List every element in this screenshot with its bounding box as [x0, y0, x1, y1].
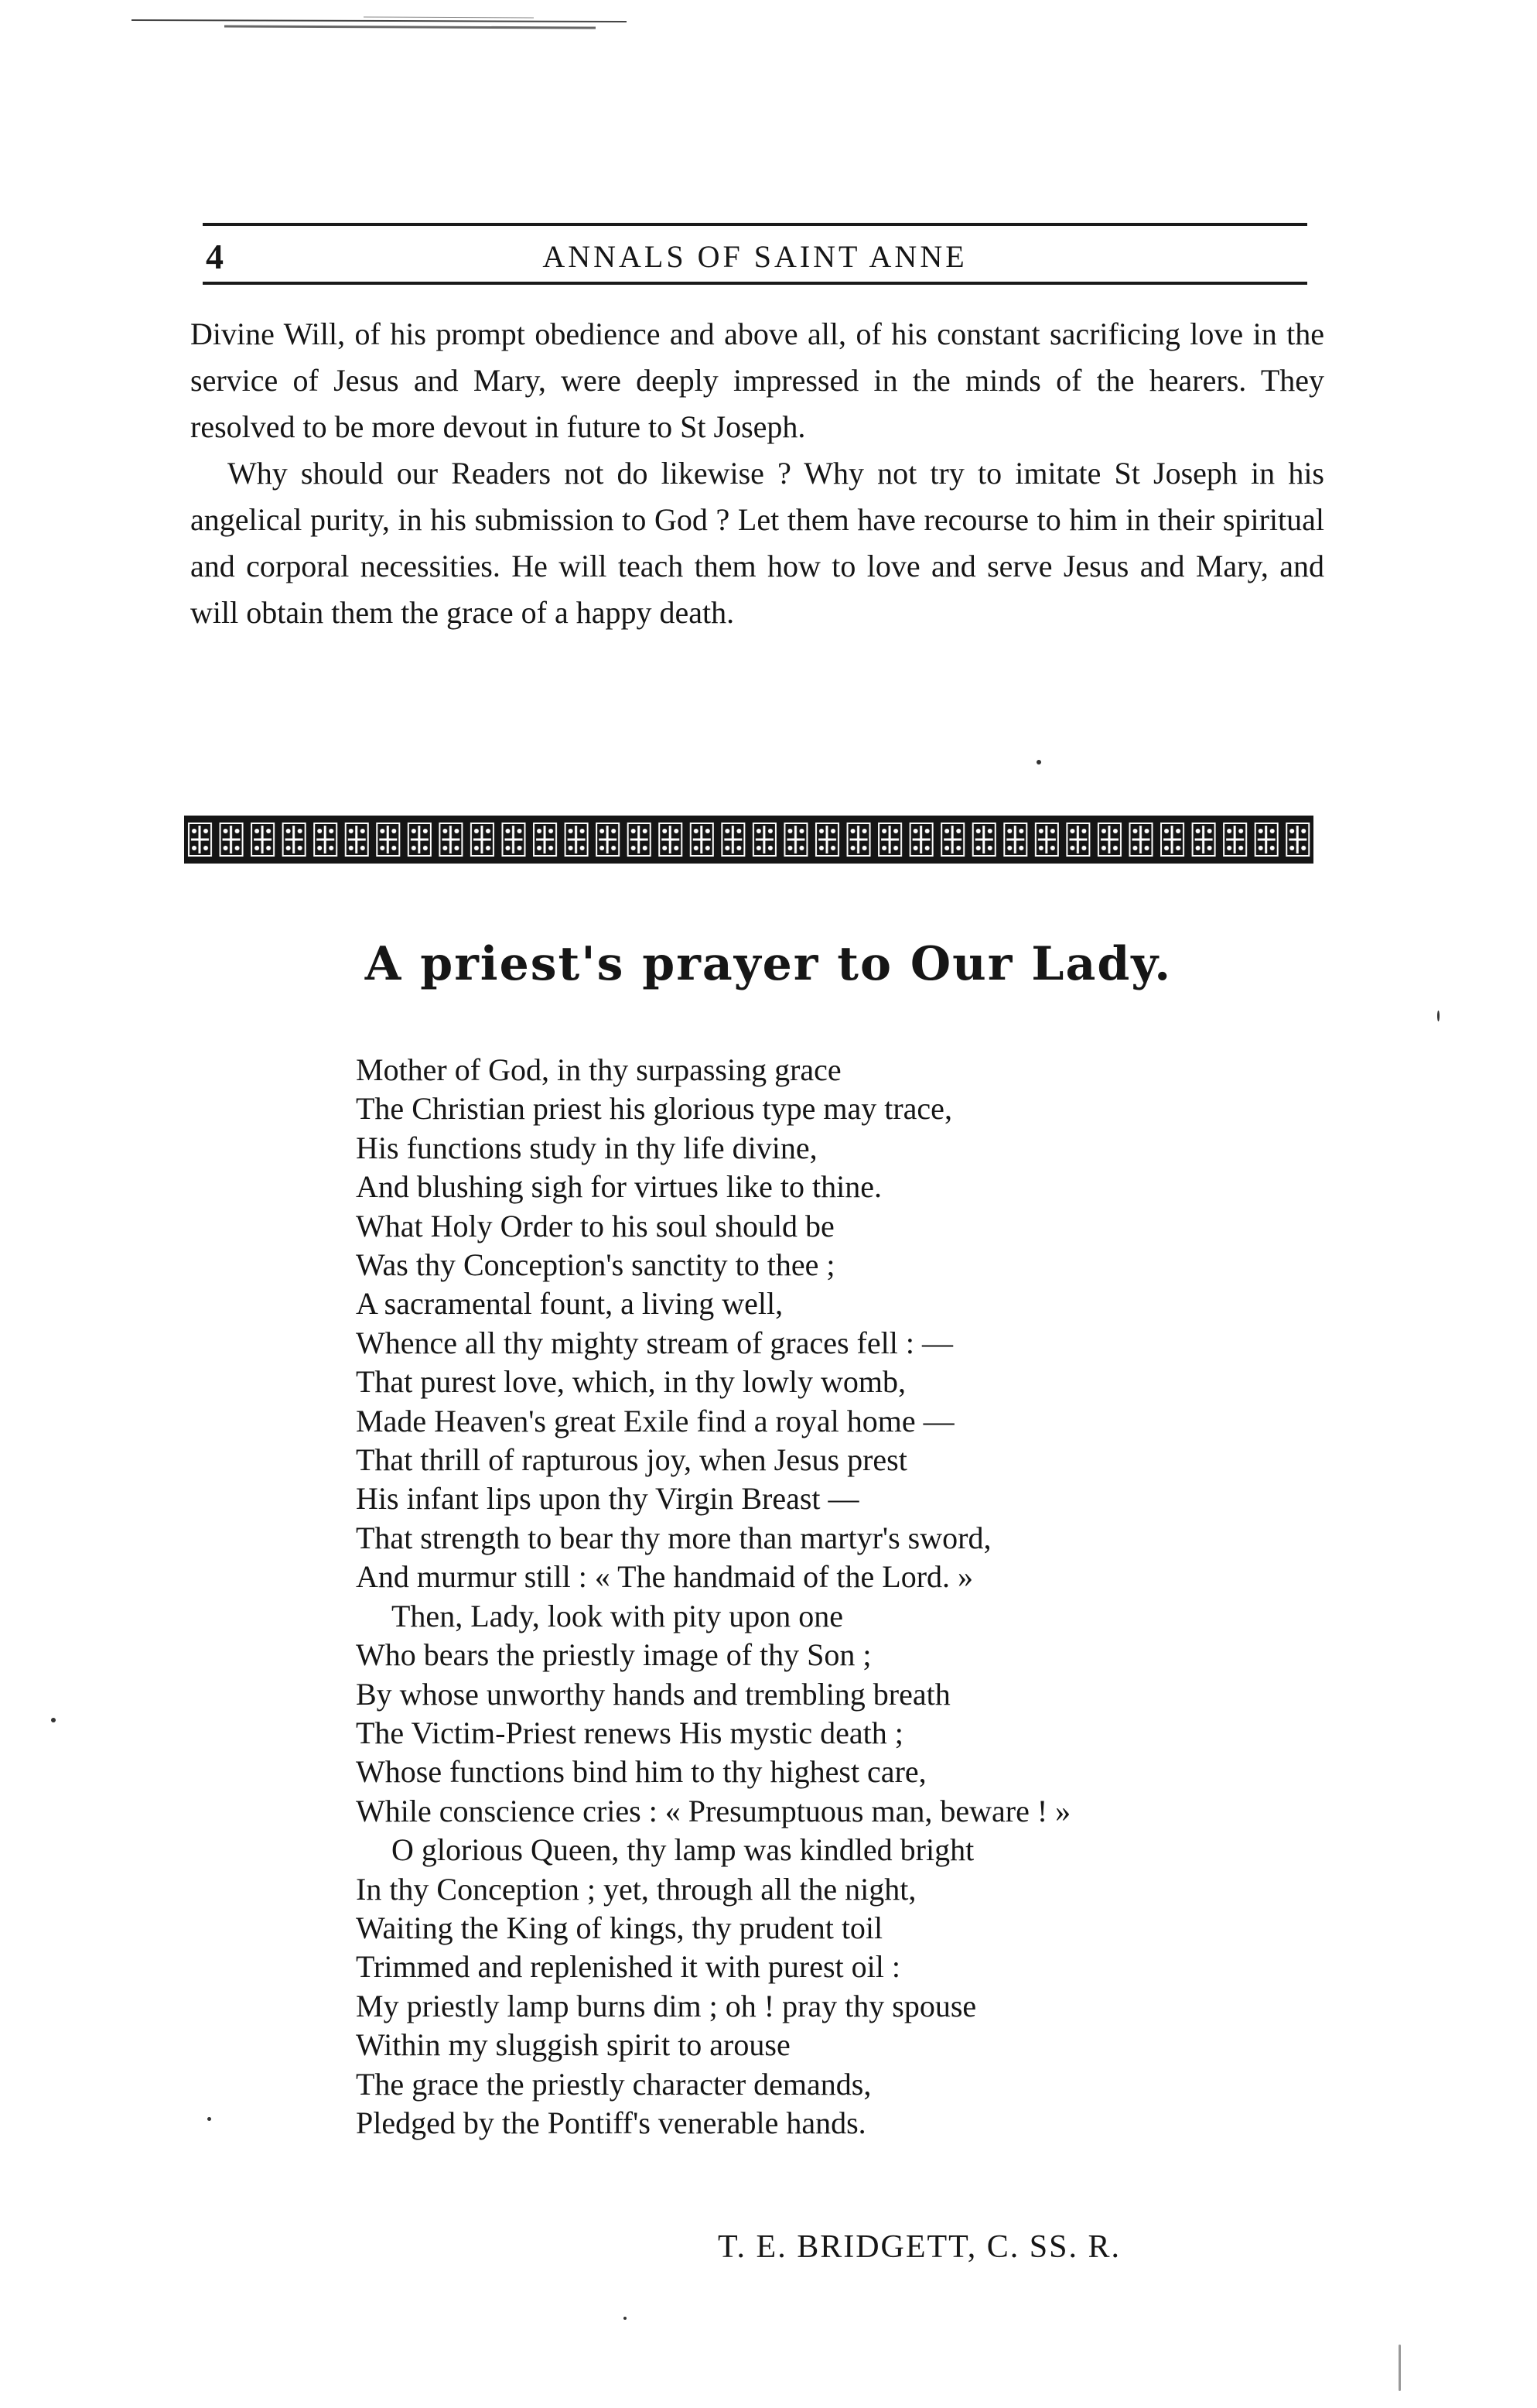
poem-line: His infant lips upon thy Virgin Breast — [356, 1481, 859, 1517]
article-body [190, 311, 1324, 636]
paragraph: Why should our Readers not do likewise ? Why not try to imitate St Joseph in his angelical purity, in his submission to God ? Let them have recourse to him in their spiritual and corporal necessities. He will teach them how to love and serve Jesus and Mary, and will obtain them the grace of a happy death. [190, 456, 1324, 630]
paragraph: Divine Will, of his prompt obedience and above all, of his constant sacrificing love in the service of Jesus and Mary, were deeply impressed in the minds of the hearers. They resolved to be more devout in future to St Joseph. [190, 316, 1324, 444]
poem-line: That strength to bear thy more than martyr's sword, [356, 1520, 992, 1555]
ornamental-border [184, 816, 1313, 864]
poem-line: Pledged by the Pontiff's venerable hands. [356, 2105, 866, 2140]
scan-speck [623, 2317, 627, 2320]
poem-line: The Christian priest his glorious type may trace, [356, 1091, 952, 1127]
poem-line: My priestly lamp burns dim ; oh ! pray thy spouse [356, 1988, 977, 2023]
poem-line: Within my sluggish spirit to arouse [356, 2027, 791, 2063]
scan-speck [1437, 1011, 1440, 1021]
running-head: ANNALS OF SAINT ANNE [542, 239, 968, 274]
scan-edge-marks [131, 14, 657, 31]
poem [356, 1051, 1253, 2143]
poem-line: A sacramental fount, a living well, [356, 1286, 784, 1322]
scan-speck [207, 2117, 211, 2121]
poem-line: By whose unworthy hands and trembling breath [356, 1676, 951, 1712]
poem-title: A priest's prayer to Our Lady. [364, 937, 1173, 991]
poem-line: Who bears the priestly image of thy Son ; [356, 1637, 872, 1673]
scan-speck [1037, 760, 1041, 764]
page-number: 4 [206, 237, 224, 276]
header-bottom-rule [203, 282, 1307, 285]
poem-line: Was thy Conception's sanctity to thee ; [356, 1247, 835, 1283]
poem-line: Whence all thy mighty stream of graces fell : — [356, 1325, 953, 1360]
poem-line: Whose functions bind him to thy highest care, [356, 1754, 927, 1790]
poem-line: While conscience cries : « Presumptuous man, beware ! » [356, 1793, 1071, 1828]
scan-speck [1399, 2345, 1401, 2391]
poem-signature: T. E. BRIDGETT, C. SS. R. [718, 2229, 1121, 2265]
poem-line: That thrill of rapturous joy, when Jesus prest [356, 1442, 907, 1478]
poem-line: Waiting the King of kings, thy prudent toil [356, 1910, 883, 1945]
page-header [203, 234, 1307, 280]
poem-line: That purest love, which, in thy lowly womb, [356, 1364, 907, 1400]
header-top-rule [203, 223, 1307, 226]
poem-line: His functions study in thy life divine, [356, 1130, 818, 1165]
poem-line: Mother of God, in thy surpassing grace [356, 1052, 842, 1087]
poem-line: And blushing sigh for virtues like to thine. [356, 1169, 882, 1205]
poem-line: O glorious Queen, thy lamp was kindled bright [391, 1832, 975, 1868]
poem-line: The grace the priestly character demands, [356, 2066, 872, 2102]
poem-line: And murmur still : « The handmaid of the Lord. » [356, 1559, 974, 1595]
poem-line: The Victim-Priest renews His mystic death ; [356, 1715, 903, 1750]
poem-line: Then, Lady, look with pity upon one [391, 1598, 843, 1633]
poem-line: In thy Conception ; yet, through all the night, [356, 1871, 917, 1907]
poem-line: Trimmed and replenished it with purest oil : [356, 1949, 901, 1985]
poem-line: What Holy Order to his soul should be [356, 1208, 835, 1243]
poem-line: Made Heaven's great Exile find a royal home — [356, 1403, 955, 1438]
scan-speck [51, 1718, 56, 1722]
